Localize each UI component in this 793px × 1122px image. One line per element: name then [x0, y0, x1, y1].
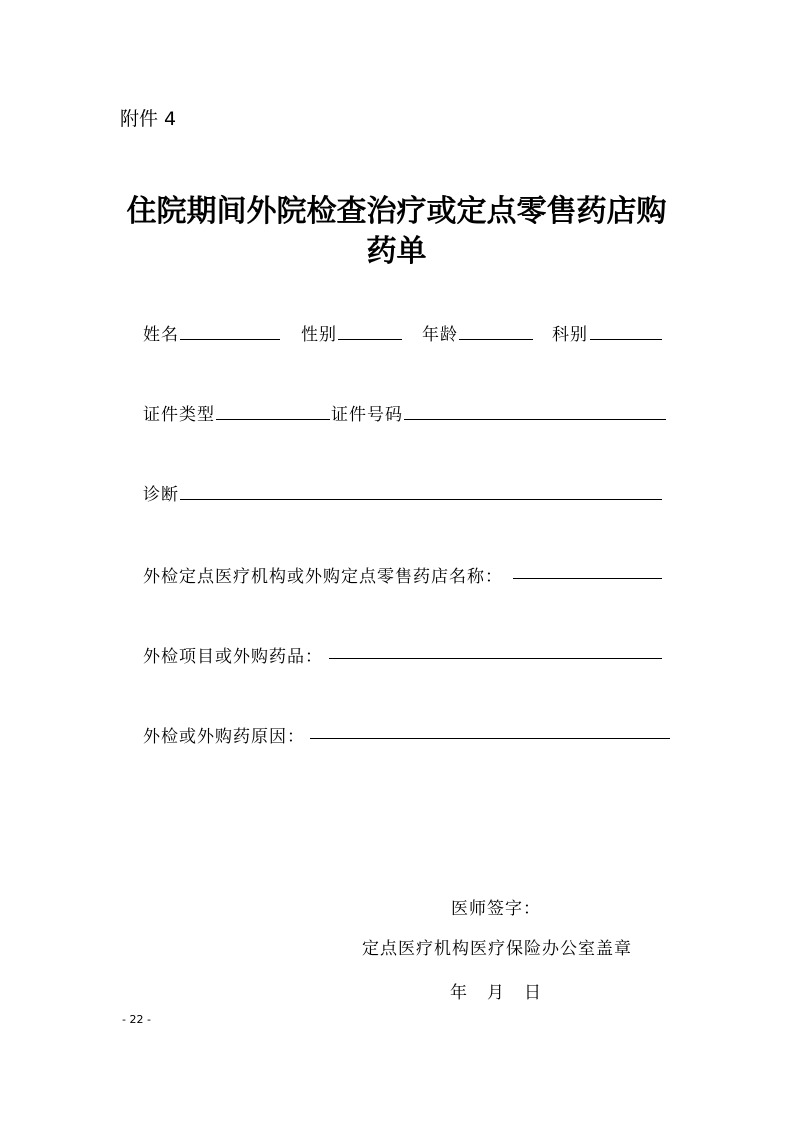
id-number-label: 证件号码	[331, 405, 403, 425]
page-number: - 22 -	[122, 1013, 151, 1026]
date-month-label: 月	[487, 983, 505, 1003]
department-blank[interactable]	[590, 339, 662, 340]
doctor-signature-label: 医师签字：	[451, 899, 541, 919]
name-label: 姓名	[143, 325, 179, 345]
name-blank[interactable]	[180, 339, 280, 340]
date-day-label: 日	[524, 983, 542, 1003]
institution-blank[interactable]	[513, 578, 662, 579]
office-stamp-label: 定点医疗机构医疗保险办公室盖章	[362, 939, 632, 959]
attachment-label: 附件 4	[120, 108, 177, 130]
reason-blank[interactable]	[310, 738, 670, 739]
id-number-blank[interactable]	[404, 419, 666, 420]
gender-blank[interactable]	[338, 339, 402, 340]
id-type-blank[interactable]	[216, 419, 330, 420]
reason-label: 外检或外购药原因：	[143, 727, 305, 747]
form-title-line-2: 药单	[366, 234, 427, 269]
gender-label: 性别	[301, 325, 337, 345]
id-type-label: 证件类型	[143, 405, 215, 425]
diagnosis-blank[interactable]	[180, 499, 662, 500]
age-label: 年龄	[422, 325, 458, 345]
form-title-line-1: 住院期间外院检查治疗或定点零售药店购	[126, 194, 667, 229]
institution-label: 外检定点医疗机构或外购定点零售药店名称：	[143, 567, 503, 587]
items-label: 外检项目或外购药品：	[143, 647, 323, 667]
items-blank[interactable]	[329, 658, 662, 659]
department-label: 科别	[552, 325, 588, 345]
age-blank[interactable]	[459, 339, 533, 340]
date-year-label: 年	[450, 983, 468, 1003]
diagnosis-label: 诊断	[143, 485, 179, 505]
